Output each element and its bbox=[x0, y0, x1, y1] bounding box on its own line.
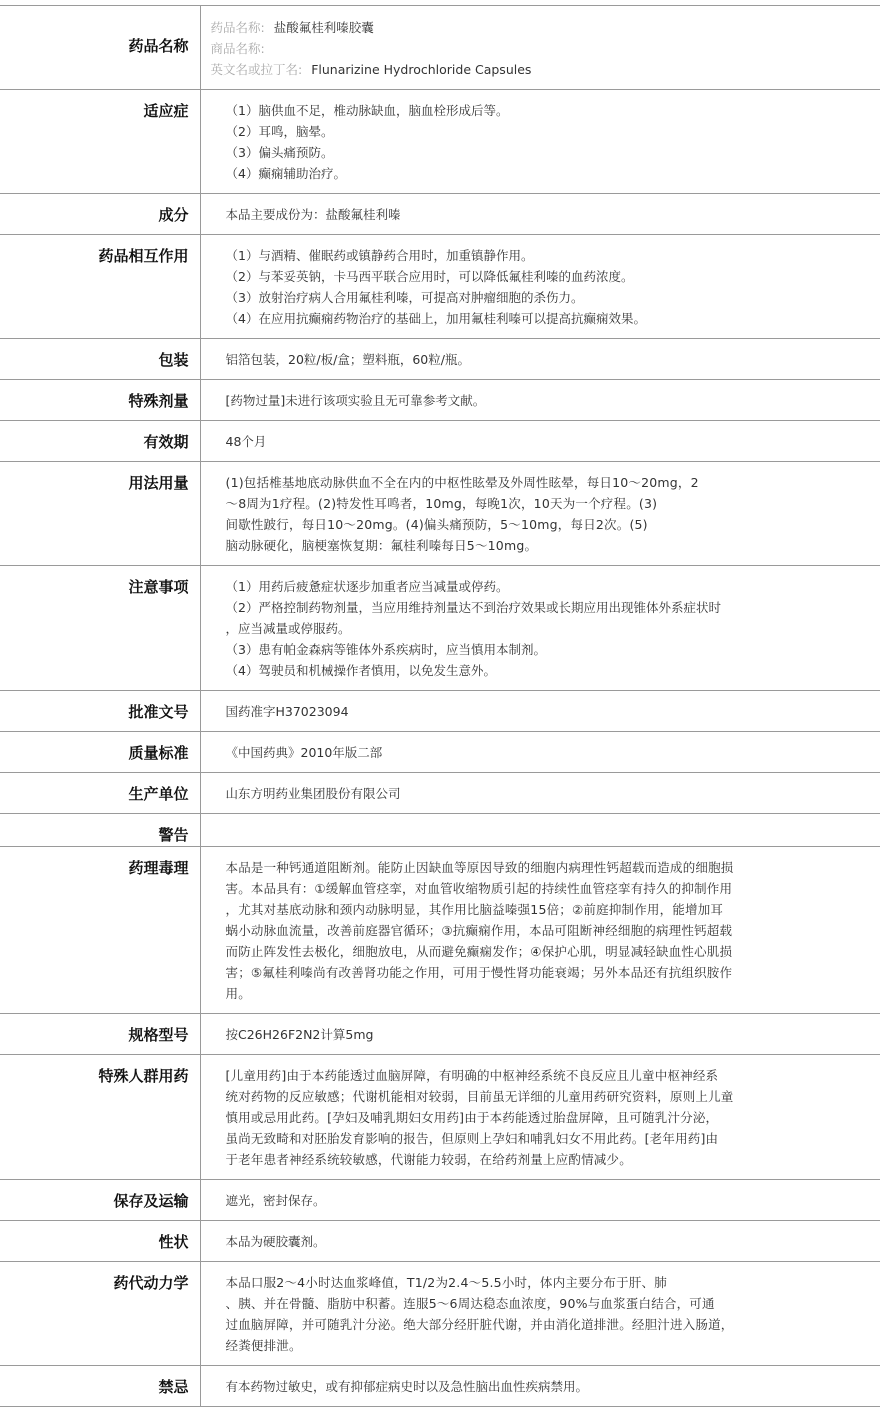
row-label-manufacturer: 生产单位 bbox=[0, 773, 200, 814]
row-pharmacokinetics bbox=[0, 1262, 880, 1366]
row-appearance bbox=[0, 1221, 880, 1262]
row-label-contraindications: 禁忌 bbox=[0, 1366, 200, 1407]
row-label-precautions: 注意事项 bbox=[0, 566, 200, 691]
value-line: （1）用药后疲惫症状逐步加重者应当减量或停药。 bbox=[225, 579, 509, 594]
drug-info-table bbox=[0, 5, 880, 1407]
value-line: 用。 bbox=[225, 986, 251, 1001]
row-dosage bbox=[0, 462, 880, 566]
empty-value bbox=[226, 824, 871, 836]
row-value-packaging bbox=[200, 339, 880, 380]
value-line: 本品为硬胶囊剂。 bbox=[225, 1234, 326, 1249]
value-line: 本品主要成份为：盐酸氟桂利嗪 bbox=[225, 207, 401, 222]
row-manufacturer bbox=[0, 773, 880, 814]
row-value-indications bbox=[200, 90, 880, 194]
value-line: 慎用或忌用此药。[孕妇及哺乳期妇女用药]由于本药能透过胎盘屏障，且可随乳汁分泌， bbox=[225, 1110, 719, 1125]
row-value-overdose bbox=[200, 380, 880, 421]
value-line: 而防止阵发性去极化，细胞放电，从而避免癫痫发作；④保护心肌，明显减轻缺血性心肌损 bbox=[225, 944, 733, 959]
value-line: （3）偏头痛预防。 bbox=[225, 145, 334, 160]
row-value-storage bbox=[200, 1180, 880, 1221]
row-label-appearance: 性状 bbox=[0, 1221, 200, 1262]
row-label-storage: 保存及运输 bbox=[0, 1180, 200, 1221]
value-line: 《中国药典》2010年版二部 bbox=[225, 745, 383, 760]
value-line: ～8周为1疗程。(2)特发性耳鸣者，10mg，每晚1次，10天为一个疗程。(3) bbox=[225, 496, 658, 511]
trade-name-key: 商品名称: bbox=[210, 41, 265, 56]
value-line: [儿童用药]由于本药能透过血脑屏障，有明确的中枢神经系统不良反应且儿童中枢神经系 bbox=[225, 1068, 719, 1083]
value-line: 48个月 bbox=[225, 434, 267, 449]
drug-name-values bbox=[200, 6, 880, 90]
value-line: （2）耳鸣，脑晕。 bbox=[225, 124, 334, 139]
value-line: 有本药物过敏史，或有抑郁症病史时以及急性脑出血性疾病禁用。 bbox=[225, 1379, 589, 1394]
row-label-composition: 成分 bbox=[0, 194, 200, 235]
row-label-pharmacokinetics: 药代动力学 bbox=[0, 1262, 200, 1366]
value-line: 害。本品具有：①缓解血管痉挛，对血管收缩物质引起的持续性血管痉挛有持久的抑制作用 bbox=[225, 881, 733, 896]
row-value-warning bbox=[200, 814, 880, 847]
value-line: (1)包括椎基地底动脉供血不全在内的中枢性眩晕及外周性眩晕，每日10～20mg，2 bbox=[225, 475, 699, 490]
row-overdose bbox=[0, 380, 880, 421]
row-value-appearance bbox=[200, 1221, 880, 1262]
row-special-population bbox=[0, 1055, 880, 1180]
row-composition bbox=[0, 194, 880, 235]
value-line: （4）癫痫辅助治疗。 bbox=[225, 166, 346, 181]
row-specification bbox=[0, 1014, 880, 1055]
row-warning bbox=[0, 814, 880, 847]
value-line: 铝箔包装，20粒/板/盒；塑料瓶，60粒/瓶。 bbox=[225, 352, 470, 367]
value-line: 山东方明药业集团股份有限公司 bbox=[225, 786, 401, 801]
value-line: 国药准字H37023094 bbox=[225, 704, 349, 719]
value-line: （1）脑供血不足，椎动脉缺血，脑血栓形成后等。 bbox=[225, 103, 509, 118]
value-line: （4）在应用抗癫痫药物治疗的基础上，加用氟桂利嗪可以提高抗癫痫效果。 bbox=[225, 311, 646, 326]
value-line: 害；⑤氟桂利嗪尚有改善肾功能之作用，可用于慢性肾功能衰竭；另外本品还有抗组织胺作 bbox=[225, 965, 733, 980]
row-label-interactions: 药品相互作用 bbox=[0, 235, 200, 339]
row-standard bbox=[0, 732, 880, 773]
trade-name-line bbox=[211, 38, 871, 59]
row-value-approval bbox=[200, 691, 880, 732]
row-value-specification bbox=[200, 1014, 880, 1055]
row-label-approval: 批准文号 bbox=[0, 691, 200, 732]
generic-name-value: 盐酸氟桂利嗪胶囊 bbox=[273, 20, 374, 35]
value-line: （3）放射治疗病人合用氟桂利嗪，可提高对肿瘤细胞的杀伤力。 bbox=[225, 290, 584, 305]
row-label-special-population: 特殊人群用药 bbox=[0, 1055, 200, 1180]
english-name-line bbox=[211, 59, 871, 80]
row-label-standard: 质量标准 bbox=[0, 732, 200, 773]
value-line: 本品口服2～4小时达血浆峰值，T1/2为2.4～5.5小时，体内主要分布于肝、肺 bbox=[225, 1275, 667, 1290]
row-value-pharmacology bbox=[200, 847, 880, 1014]
row-value-composition bbox=[200, 194, 880, 235]
value-line: 间歇性跛行，每日10～20mg。(4)偏头痛预防，5～10mg，每日2次。(5) bbox=[225, 517, 648, 532]
value-line: 经粪便排泄。 bbox=[225, 1338, 302, 1353]
row-value-interactions bbox=[200, 235, 880, 339]
value-line: 脑动脉硬化，脑梗塞恢复期：氟桂利嗪每日5～10mg。 bbox=[225, 538, 538, 553]
drug-info-body bbox=[0, 6, 880, 1407]
row-storage bbox=[0, 1180, 880, 1221]
row-label-indications: 适应症 bbox=[0, 90, 200, 194]
generic-name-key: 药品名称: bbox=[210, 20, 265, 35]
row-value-dosage bbox=[200, 462, 880, 566]
value-line: 、胰、并在骨髓、脂肪中积蓄。连服5～6周达稳态血浓度，90%与血浆蛋白结合，可通 bbox=[225, 1296, 715, 1311]
value-line: ，尤其对基底动脉和颈内动脉明显，其作用比脑益嗪强15倍；②前庭抑制作用，能增加耳 bbox=[225, 902, 724, 917]
row-value-pharmacokinetics bbox=[200, 1262, 880, 1366]
row-value-manufacturer bbox=[200, 773, 880, 814]
value-line: （1）与酒精、催眠药或镇静药合用时，加重镇静作用。 bbox=[225, 248, 534, 263]
value-line: 过血脑屏障，并可随乳汁分泌。绝大部分经肝脏代谢，并由消化道排泄。经胆汁进入肠道， bbox=[225, 1317, 734, 1332]
row-value-precautions bbox=[200, 566, 880, 691]
value-line: （3）患有帕金森病等锥体外系疾病时，应当慎用本制剂。 bbox=[225, 642, 546, 657]
row-label-validity: 有效期 bbox=[0, 421, 200, 462]
row-drug-name bbox=[0, 6, 880, 90]
row-value-standard bbox=[200, 732, 880, 773]
row-interactions bbox=[0, 235, 880, 339]
row-label-warning: 警告 bbox=[0, 814, 200, 847]
row-label-pharmacology: 药理毒理 bbox=[0, 847, 200, 1014]
row-label-overdose: 特殊剂量 bbox=[0, 380, 200, 421]
value-line: ，应当减量或停服药。 bbox=[225, 621, 351, 636]
value-line: 蜗小动脉血流量，改善前庭器官循环；③抗癫痫作用，本品可阻断神经细胞的病理性钙超载 bbox=[225, 923, 733, 938]
generic-name-line bbox=[211, 17, 871, 38]
value-line: 按C26H26F2N2计算5mg bbox=[225, 1027, 374, 1042]
english-name-value: Flunarizine Hydrochloride Capsules bbox=[311, 62, 532, 77]
row-label-drug-name: 药品名称 bbox=[0, 6, 200, 90]
row-validity bbox=[0, 421, 880, 462]
row-label-dosage: 用法用量 bbox=[0, 462, 200, 566]
row-pharmacology bbox=[0, 847, 880, 1014]
row-indications bbox=[0, 90, 880, 194]
row-contraindications bbox=[0, 1366, 880, 1407]
row-approval bbox=[0, 691, 880, 732]
english-name-key: 英文名或拉丁名: bbox=[210, 62, 303, 77]
value-line: 统对药物的反应敏感；代谢机能相对较弱，目前虽无详细的儿童用药研究资料，原则上儿童 bbox=[225, 1089, 734, 1104]
value-line: （4）驾驶员和机械操作者慎用，以免发生意外。 bbox=[225, 663, 496, 678]
value-line: （2）与苯妥英钠，卡马西平联合应用时，可以降低氟桂利嗪的血药浓度。 bbox=[225, 269, 634, 284]
value-line: （2）严格控制药物剂量，当应用维持剂量达不到治疗效果或长期应用出现锥体外系症状时 bbox=[225, 600, 721, 615]
value-line: 虽尚无致畸和对胚胎发育影响的报告，但原则上孕妇和哺乳妇女不用此药。[老年用药]由 bbox=[225, 1131, 719, 1146]
row-packaging bbox=[0, 339, 880, 380]
row-value-validity bbox=[200, 421, 880, 462]
row-value-special-population bbox=[200, 1055, 880, 1180]
value-line: 本品是一种钙通道阻断剂。能防止因缺血等原因导致的细胞内病理性钙超载而造成的细胞损 bbox=[225, 860, 734, 875]
value-line: 遮光，密封保存。 bbox=[225, 1193, 326, 1208]
row-label-packaging: 包装 bbox=[0, 339, 200, 380]
row-label-specification: 规格型号 bbox=[0, 1014, 200, 1055]
value-line: [药物过量]未进行该项实验且无可靠参考文献。 bbox=[225, 393, 486, 408]
value-line: 于老年患者神经系统较敏感，代谢能力较弱，在给药剂量上应酌情减少。 bbox=[225, 1152, 632, 1167]
row-value-contraindications bbox=[200, 1366, 880, 1407]
row-precautions bbox=[0, 566, 880, 691]
